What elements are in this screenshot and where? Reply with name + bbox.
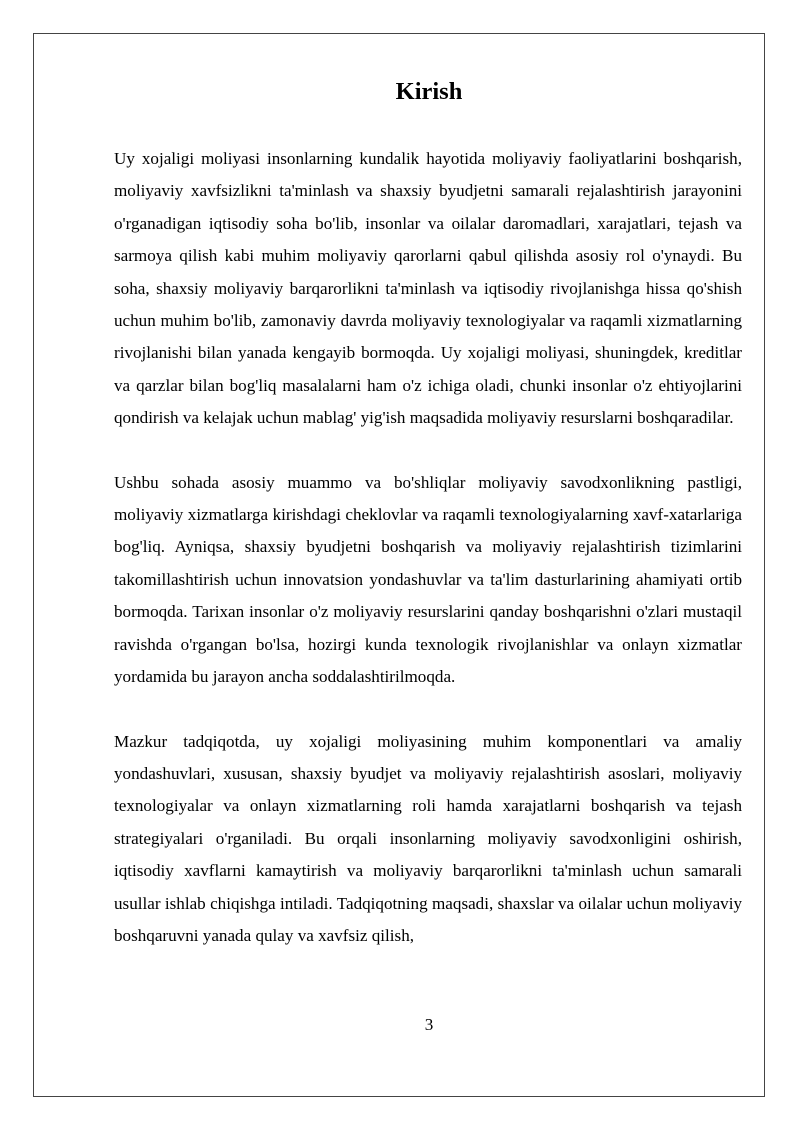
paragraph-3: Mazkur tadqiqotda, uy xojaligi moliyasining muhim komponentlari va amaliy yondashuvlari, xususan, shaxsiy byudjet va moliyaviy rejalashtirish asoslari, moliyaviy texnologiyalar va onlayn xizmatlarning roli hamda xarajatlarni boshqarish va tejash strategiyalari o'rganiladi. Bu orqali insonlarning moliyaviy savodxonligini oshirish, iqtisodiy xavflarni kamaytirish va moliyaviy barqarorlikni ta'minlash uchun samarali usullar ishlab chiqishga intiladi. Tadqiqotning maqsadi, shaxslar va oilalar uchun moliyaviy boshqaruvni yanada qulay va xavfsiz qilish,	[114, 731, 742, 945]
document-body	[114, 143, 742, 984]
paragraph-1: Uy xojaligi moliyasi insonlarning kundalik hayotida moliyaviy faoliyatlarini boshqarish, moliyaviy xavfsizlikni ta'minlash va shaxsiy byudjetni samarali rejalashtirish jarayonini o'rganadigan iqtisodiy soha bo'lib, insonlar va oilalar daromadlari, xarajatlari, tejash va sarmoya qilish kabi muhim moliyaviy qarorlarni qabul qilishda asosiy rol o'ynaydi. Bu soha, shaxsiy moliyaviy barqarorlikni ta'minlash va iqtisodiy rivojlanishga hissa qo'shish uchun muhim bo'lib, zamonaviy davrda moliyaviy texnologiyalar va raqamli xizmatlarning rivojlanishi bilan yanada kengayib bormoqda. Uy xojaligi moliyasi, shuningdek, kreditlar va qarzlar bilan bog'liq masalalarni ham o'z ichiga oladi, chunki insonlar o'z ehtiyojlarini qondirish va kelajak uchun mablag' yig'ish maqsadida moliyaviy resurslarni boshqaradilar.	[114, 149, 742, 428]
page-number: 3	[424, 1015, 434, 1034]
page-title: Kirish	[395, 78, 463, 105]
paragraph-2: Ushbu sohada asosiy muammo va bo'shliqlar moliyaviy savodxonlikning pastligi, moliyaviy xizmatlarga kirishdagi cheklovlar va raqamli texnologiyalarning xavf-xatarlariga bog'liq. Ayniqsa, shaxsiy byudjetni boshqarish va moliyaviy rejalashtirish tizimlarini takomillashtirish uchun innovatsion yondashuvlar va ta'lim dasturlarining ahamiyati ortib bormoqda. Tarixan insonlar o'z moliyaviy resurslarini qanday boshqarishni o'zlari mustaqil ravishda o'rgangan bo'lsa, hozirgi kunda texnologik rivojlanishlar va onlayn xizmatlar yordamida bu jarayon ancha soddalashtirilmoqda.	[114, 472, 742, 687]
